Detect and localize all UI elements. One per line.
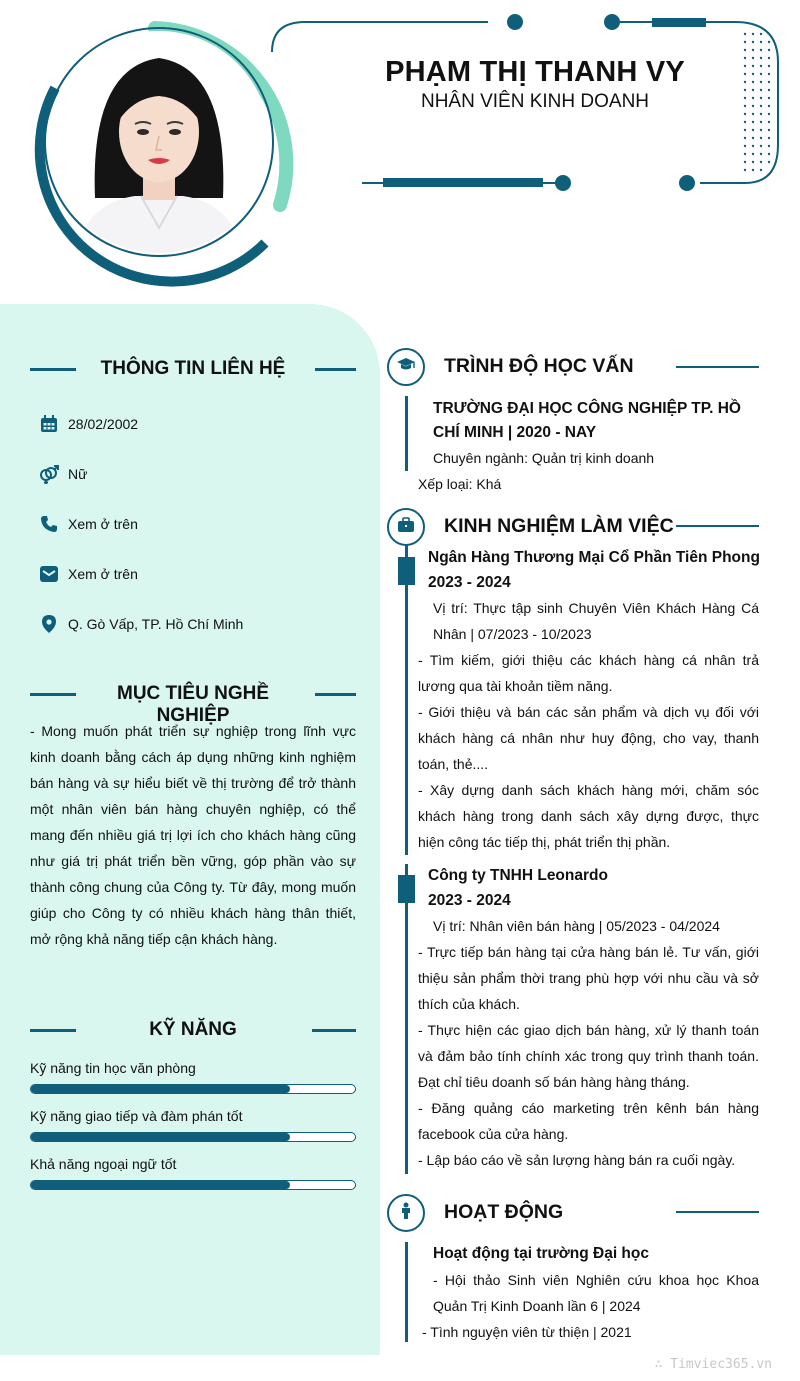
job-duty: - Thực hiện các giao dịch bán hàng, xử lý thanh toán và đảm bảo tính chính xác trong quy trình thanh toán. Đạt chỉ tiêu doanh số bán hàng hàng tháng. <box>418 1022 759 1090</box>
dot-pattern <box>744 33 770 171</box>
divider <box>312 1029 356 1032</box>
divider <box>676 1211 759 1213</box>
activities-title: HOẠT ĐỘNG <box>444 1201 564 1223</box>
job-duty: - Đăng quảng cáo marketing trên kênh bán hàng facebook của cửa hàng. <box>418 1100 759 1142</box>
divider <box>315 368 356 371</box>
objective-title: MỤC TIÊU NGHỀ NGHIỆP <box>117 683 269 726</box>
timeline-line <box>405 396 408 471</box>
timeline-line <box>405 545 408 855</box>
profile-photo <box>45 28 273 256</box>
divider <box>676 525 759 527</box>
education-section-icon <box>387 348 425 386</box>
skill-bar <box>30 1084 356 1094</box>
divider <box>30 1029 76 1032</box>
job-period: 2023 - 2024 <box>428 574 511 591</box>
contact-birthday <box>38 411 138 437</box>
divider <box>30 693 76 696</box>
job-duty: - Giới thiệu và bán các sản phẩm và dịch vụ đối với khách hàng cá nhân như huy động, cho vay, thanh toán, thẻ.... <box>418 704 759 772</box>
candidate-role: NHÂN VIÊN KINH DOANH <box>420 91 650 112</box>
job-duty: - Lập báo cáo về sản lượng hàng bán ra cuối ngày. <box>418 1152 736 1168</box>
job-marker <box>398 875 415 903</box>
activities-section-icon <box>387 1194 425 1232</box>
skill-label: Khả năng ngoại ngữ tốt <box>30 1156 177 1172</box>
person-icon <box>399 1202 413 1225</box>
experience-section-icon <box>387 508 425 546</box>
skills-title: KỸ NĂNG <box>149 1019 237 1040</box>
objective-text: - Mong muốn phát triển sự nghiệp trong lĩnh vực kinh doanh bằng cách áp dụng những kinh nghiệm bán hàng và sự hiểu biết về thị trường để trở thành một nhân viên bán hàng chuyên nghiệp, có thể mang đến nhiều giá trị lợi ích cho khách hàng cũng như giá trị phát triển bền vững, góp phần vào sự thành công chung của Công ty. Từ đây, mong muốn giúp cho Công ty có nhiều khách hàng thân thiết, mở rộng khả năng tiếp cận khách hàng. <box>30 723 356 947</box>
watermark-text: Timviec365.vn <box>670 1357 772 1372</box>
graduation-cap-icon <box>396 357 416 378</box>
job-company: Ngân Hàng Thương Mại Cổ Phần Tiên Phong <box>428 549 760 566</box>
skill-bar <box>30 1180 356 1190</box>
birthday-text: 28/02/2002 <box>68 416 139 432</box>
contact-title: THÔNG TIN LIÊN HỆ <box>100 358 286 379</box>
job-duty: - Xây dựng danh sách khách hàng mới, chăm sóc khách hàng trong danh sách xây dựng được, thực hiện công tác tiếp thị, phát triển thị phần. <box>418 782 759 850</box>
activity-item: - Tình nguyện viên từ thiện | 2021 <box>422 1324 632 1340</box>
timeline-line <box>405 1242 408 1342</box>
phone-icon <box>38 513 60 535</box>
calendar-icon <box>38 413 60 435</box>
watermark <box>655 1357 772 1372</box>
skill-label: Kỹ năng tin học văn phòng <box>30 1060 196 1076</box>
skill-bar-fill <box>31 1085 290 1093</box>
divider <box>30 368 76 371</box>
contact-phone <box>38 511 138 537</box>
location-icon <box>38 613 60 635</box>
phone-text[interactable]: Xem ở trên <box>68 516 138 532</box>
education-rank: Xếp loại: Khá <box>418 476 502 492</box>
experience-title: KINH NGHIỆM LÀM VIỆC <box>444 515 674 537</box>
briefcase-icon <box>397 517 415 538</box>
gender-text: Nữ <box>68 466 88 482</box>
divider <box>315 693 356 696</box>
skill-label: Kỹ năng giao tiếp và đàm phán tốt <box>30 1108 243 1124</box>
activity-heading: Hoạt động tại trường Đại học <box>433 1245 649 1262</box>
job-company: Công ty TNHH Leonardo <box>428 867 608 884</box>
job-duty: - Tìm kiếm, giới thiệu các khách hàng cá nhân trả lương qua tài khoản tiềm năng. <box>418 652 759 694</box>
education-title: TRÌNH ĐỘ HỌC VẤN <box>444 355 634 377</box>
email-text[interactable]: Xem ở trên <box>68 566 138 582</box>
education-major: Chuyên ngành: Quản trị kinh doanh <box>433 450 655 466</box>
school-name: TRƯỜNG ĐẠI HỌC CÔNG NGHIỆP TP. HỒ CHÍ MINH | 2020 - NAY <box>433 400 741 441</box>
job-duty: - Trực tiếp bán hàng tại cửa hàng bán lẻ. Tư vấn, giới thiệu sản phẩm thời trang phù hợp với nhu cầu và sở thích của khách. <box>418 944 759 1012</box>
job-position: Vị trí: Nhân viên bán hàng | 05/2023 - 04/2024 <box>433 918 720 934</box>
candidate-name: PHẠM THỊ THANH VY <box>385 56 685 88</box>
watermark-logo-icon: ∴ <box>654 1357 671 1372</box>
job-period: 2023 - 2024 <box>428 892 511 909</box>
contact-address <box>38 611 243 637</box>
skill-bar <box>30 1132 356 1142</box>
email-icon <box>38 563 60 585</box>
contact-email <box>38 561 138 587</box>
job-marker <box>398 557 415 585</box>
job-position: Vị trí: Thực tập sinh Chuyên Viên Khách Hàng Cá Nhân | 07/2023 - 10/2023 <box>433 600 759 642</box>
divider <box>676 366 759 368</box>
skill-bar-fill <box>31 1181 290 1189</box>
address-text: Q. Gò Vấp, TP. Hồ Chí Minh <box>68 616 244 632</box>
skill-bar-fill <box>31 1133 290 1141</box>
gender-icon <box>38 463 60 485</box>
activity-item: - Hội thảo Sinh viên Nghiên cứu khoa học Khoa Quản Trị Kinh Doanh lần 6 | 2024 <box>433 1272 759 1314</box>
contact-gender <box>38 461 87 487</box>
timeline-line <box>405 864 408 1174</box>
